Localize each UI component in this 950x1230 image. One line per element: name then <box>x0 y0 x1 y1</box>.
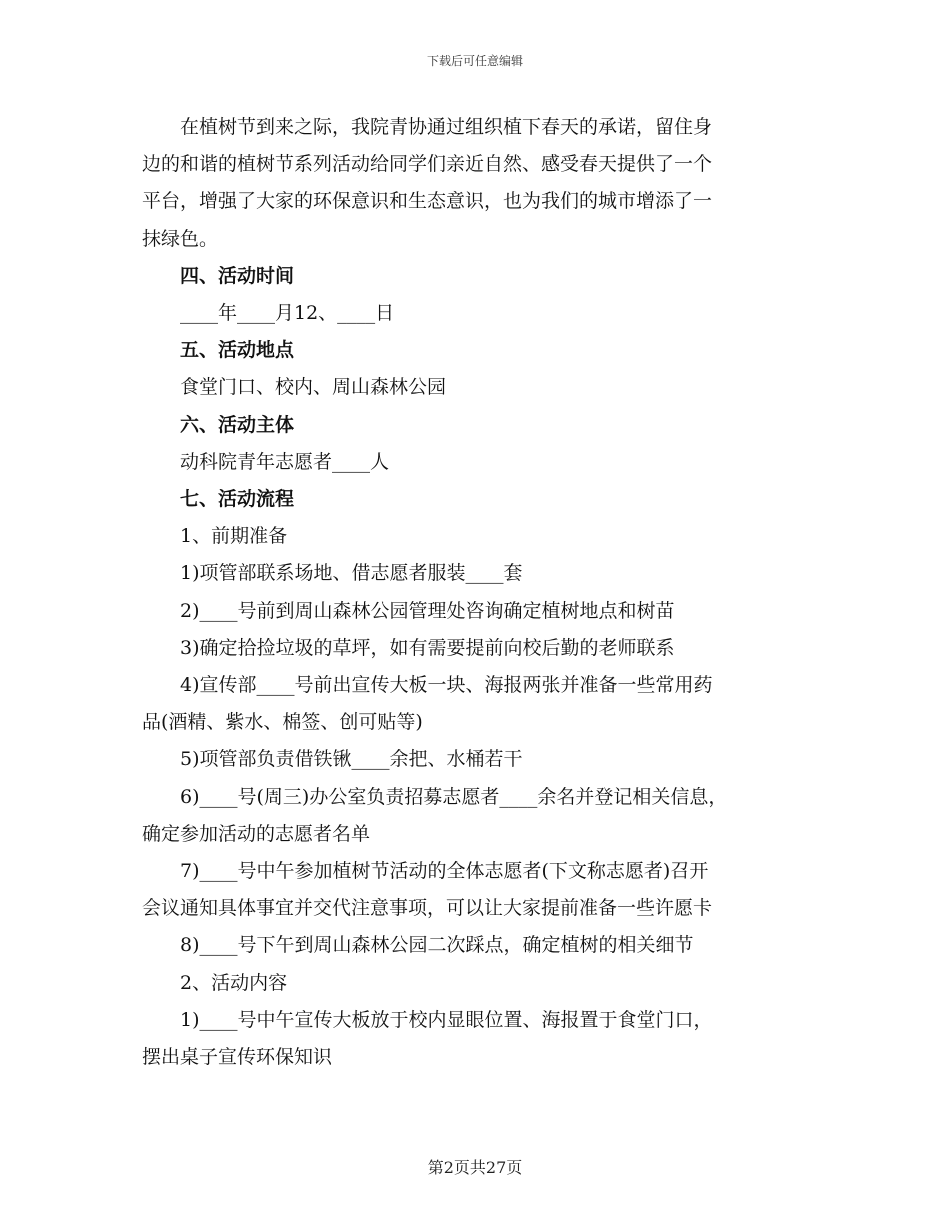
text-line: 摆出桌子宣传环保知识 <box>142 1046 333 1069</box>
intro-paragraph <box>142 109 810 258</box>
section-heading-process: 七、活动流程 <box>180 488 295 511</box>
prep-item-7 <box>142 853 810 927</box>
text-line: 7)____号中午参加植树节活动的全体志愿者(下文称志愿者)召开 <box>180 860 709 883</box>
section-heading-place: 五、活动地点 <box>180 339 295 362</box>
prep-item-1: 1)项管部联系场地、借志愿者服装____套 <box>180 562 523 585</box>
text-line: 品(酒精、紫水、棉签、创可贴等) <box>142 711 423 734</box>
prep-item-2: 2)____号前到周山森林公园管理处咨询确定植树地点和树苗 <box>180 599 675 622</box>
section-heading-time: 四、活动时间 <box>180 264 295 287</box>
page-header-note: 下载后可任意编辑 <box>426 54 523 68</box>
text-line: 边的和谐的植树节系列活动给同学们亲近自然、感受春天提供了一个 <box>142 153 713 176</box>
prep-item-5: 5)项管部负责借铁锹____余把、水桶若干 <box>180 748 523 771</box>
content-item-1 <box>142 1002 810 1076</box>
text-line: 抹绿色。 <box>142 227 219 250</box>
document-body <box>142 109 810 1076</box>
text-line: 4)宣传部____号前出宣传大板一块、海报两张并准备一些常用药 <box>180 674 713 697</box>
prep-item-3: 3)确定拾捡垃圾的草坪，如有需要提前向校后勤的老师联系 <box>180 636 675 659</box>
text-line: 会议通知具体事宜并交代注意事项，可以让大家提前准备一些许愿卡 <box>142 897 713 920</box>
text-line: 在植树节到来之际，我院青协通过组织植下春天的承诺，留住身 <box>180 116 713 138</box>
section-heading-subject: 六、活动主体 <box>180 413 295 436</box>
text-line: 6)____号(周三)办公室负责招募志愿者____余名并登记相关信息， <box>180 785 728 808</box>
activity-subject: 动科院青年志愿者____人 <box>180 450 390 473</box>
subheading-content: 2、活动内容 <box>180 971 288 994</box>
text-line: 确定参加活动的志愿者名单 <box>142 822 371 845</box>
text-line: 1)____号中午宣传大板放于校内显眼位置、海报置于食堂门口， <box>180 1008 713 1031</box>
page-indicator: 第2页共27页 <box>427 1158 523 1177</box>
prep-item-4 <box>142 667 810 741</box>
prep-item-6 <box>142 779 810 853</box>
prep-item-8: 8)____号下午到周山森林公园二次踩点，确定植树的相关细节 <box>180 934 694 957</box>
text-line: 平台，增强了大家的环保意识和生态意识，也为我们的城市增添了一 <box>142 190 713 213</box>
subheading-preparation: 1、前期准备 <box>180 525 288 548</box>
activity-time: ____年____月12、____日 <box>180 302 395 325</box>
activity-place: 食堂门口、校内、周山森林公园 <box>180 376 447 399</box>
